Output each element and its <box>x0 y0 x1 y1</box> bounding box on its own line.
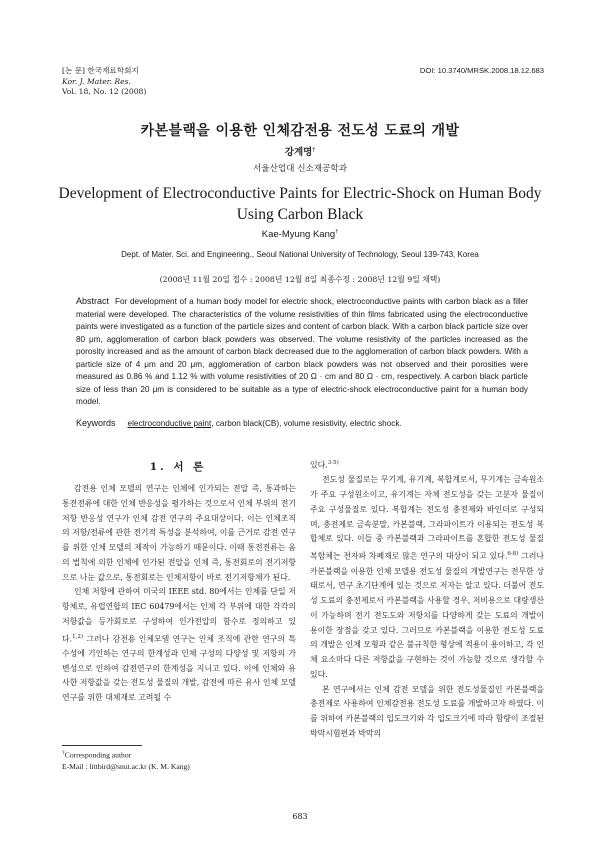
affiliation-korean: 서울산업대 신소재공학과 <box>252 164 348 174</box>
footnote <box>62 748 190 773</box>
author-korean-name: 강계명 <box>284 147 313 158</box>
keyword-link[interactable]: electroconductive paint <box>127 419 212 428</box>
page-number: 683 <box>292 812 308 821</box>
footnote-corresponding <box>62 748 190 761</box>
corresponding-mark: † <box>312 146 316 153</box>
paragraph: 본 연구에서는 인체 감전 모델을 위한 전도성물질인 카본블랙을 충전제로 사용하여 인체감전용 전도성 도료를 개발하고자 하였다. 이를 위하여 카본블랙의 입도크기와 각 입도크기에 따라 함량이 조절된 박막시험편과 박막의 <box>310 684 544 738</box>
paragraph: 감전용 인체 모델의 연구는 인체에 인가되는 전압 즉, 통과하는 통전전류에 대한 인체 반응성을 평가하는 것으로서 인체 부위의 전기저항 반응성 연구가 인체 감전 연구의 주요대상이다. 이는 인체조직의 저항/전류에 관한 전기적 특성을 분석하여, 이를 근거로 감전 연구를 위한 인체 모델의 제작이 가능하기 때문이다. 이때 통전전류는 옴의 법칙에 의한 인체에 인가된 전압을 인체 즉, 통전회로의 전기저항으로 나눈 값으로, 통전회로는 인체저항이 바로 전기저항체가 된다. <box>62 484 296 582</box>
corresponding-mark-en: † <box>335 229 339 235</box>
journal-header <box>62 66 146 98</box>
received-dates: (2008년 11월 20일 접수 : 2008년 12월 8일 최종수정 : 2008년 12월 9일 채택) <box>159 275 441 284</box>
paragraph-text: 있다. <box>310 460 328 470</box>
paragraph <box>310 456 544 473</box>
paragraph-text: 그러나 카본블랙을 이용한 인체 모델용 전도성 물질의 개발연구는 전무한 상태로서, 연구 초기단계에 있는 것으로 저자는 알고 있다. 더불어 전도성 도료의 충전제로서 카본블랙을 사용할 경우, 저비용으로 대량생산이 가능하며 전기 전도도와 저항치를 다양하게 갖는 도료의 개발이 용이한 장점을 갖고 있다. 그러므로 카본블랙을 이용한 전도성 도료의 개발은 인체 모형과 같은 불규칙한 형상에 적용이 용이하고, 각 인체 요소마다 다른 저항값을 구현하는 것이 가능할 것으로 생각할 수 있다. <box>310 551 544 679</box>
author-english <box>0 229 600 240</box>
abstract-text: For development of a human body model for electric shock, electroconductive paints with carbon black as a filler material were developed. The characteristics of the volume resistivities of thin films fabricated using the electroconductive paints were investigated as a function of the particle sizes and content of carbon black. With a carbon black particle size over 80 μm, agglomeration of carbon black powders was observed. The volume resistivity of the particles increased as the porosity increased and as the amount of carbon black decreased due to the agglomeration of carbon black powders. With a particle size of 4 μm and 20 μm, agglomeration of carbon black powders was not observed and their porosities were measured as 0.86 % and 1.12 % with volume resistivities of 20 Ω · cm and 80 Ω · cm, respectively. A carbon black particle size of less than 20 μm is considered to be suitable as a type of electric-shock electroconductive paint for a human body model. <box>76 297 528 406</box>
paragraph <box>62 585 296 706</box>
journal-abbreviation: Kor. J. Mater. Res. <box>62 76 131 86</box>
author-korean <box>0 144 600 158</box>
footnote-mark: † <box>62 750 65 756</box>
body-column-left <box>62 482 296 706</box>
journal-name-kr: [논 문] 한국재료학회지 <box>62 66 139 75</box>
paragraph <box>310 473 544 682</box>
title-english: Development of Electroconductive Paints for Electric-Shock on Human Body Using Carbon Black <box>58 185 542 223</box>
affiliation-english: Dept. of Mater. Sci. and Engineering., Seoul National University of Technology, Seoul 139-743, Korea <box>121 250 479 259</box>
keywords-label: Keywords <box>76 418 116 428</box>
section-title-introduction: 1. 서 론 <box>149 461 207 473</box>
footnote-divider <box>62 745 142 746</box>
keywords <box>76 418 528 428</box>
keywords-rest: , carbon black(CB), volume resistivity, electric shock. <box>211 419 402 428</box>
abstract <box>76 295 528 409</box>
citation: 1,2) <box>72 633 84 640</box>
doi: DOI: 10.3740/MRSK.2008.18.12.683 <box>419 66 544 75</box>
paragraph-text: 인체 저항에 관하여 미국의 IEEE std. 80에서는 인체를 단일 저항체로, 유럽연합의 IEC 60479에서는 인체 각 부위에 대한 각각의 저항값을 등가회로로 구성하여 인가전압의 함수로 정의하고 있다. <box>62 587 296 644</box>
footnote-line1: Corresponding author <box>64 750 132 760</box>
abstract-label: Abstract <box>76 296 110 306</box>
paragraph-text: 그러나 감전용 인체모델 연구는 인체 조직에 관한 연구의 특수성에 기인하는 연구의 한계성과 인체 구성의 다양성 및 저항의 가변성으로 인하여 감전연구의 한계성을 지니고 있다. 이에 인체와 유사한 저항값을 갖는 전도성 물질의 개발, 감전에 따른 유사 인체 모델 연구를 위한 대체재로 고려될 수 <box>62 634 296 703</box>
title-korean: 카본블랙을 이용한 인체감전용 전도성 도료의 개발 <box>140 123 460 139</box>
footnote-email: E-Mail : littbird@snut.ac.kr (K. M. Kang) <box>62 762 190 772</box>
paragraph-text: 전도성 물질로는 무기계, 유기계, 복합계로서, 무기계는 금속원소가 주요 구성원소이고, 유기계는 자체 전도성을 갖는 고분자 물질이 주요 구성물질로 있다. 복합계는 전도성 충전제와 바인더로 구성되며, 충전제로 금속분말, 카본블랙, 그라파이트가 이용되는 전도성 복합체로 있다. 이들 중 카본블랙과 그라파이트를 혼합한 전도성 물질 복합체는 전자파 차폐재로 많은 연구의 대상이 되고 있다. <box>310 475 544 561</box>
author-english-name: Kae-Myung Kang <box>261 229 336 241</box>
body-column-right <box>310 456 544 742</box>
journal-volume: Vol. 18, No. 12 (2008) <box>62 87 147 96</box>
citation: 6-8) <box>507 551 519 558</box>
citation: 3-5) <box>327 460 339 466</box>
